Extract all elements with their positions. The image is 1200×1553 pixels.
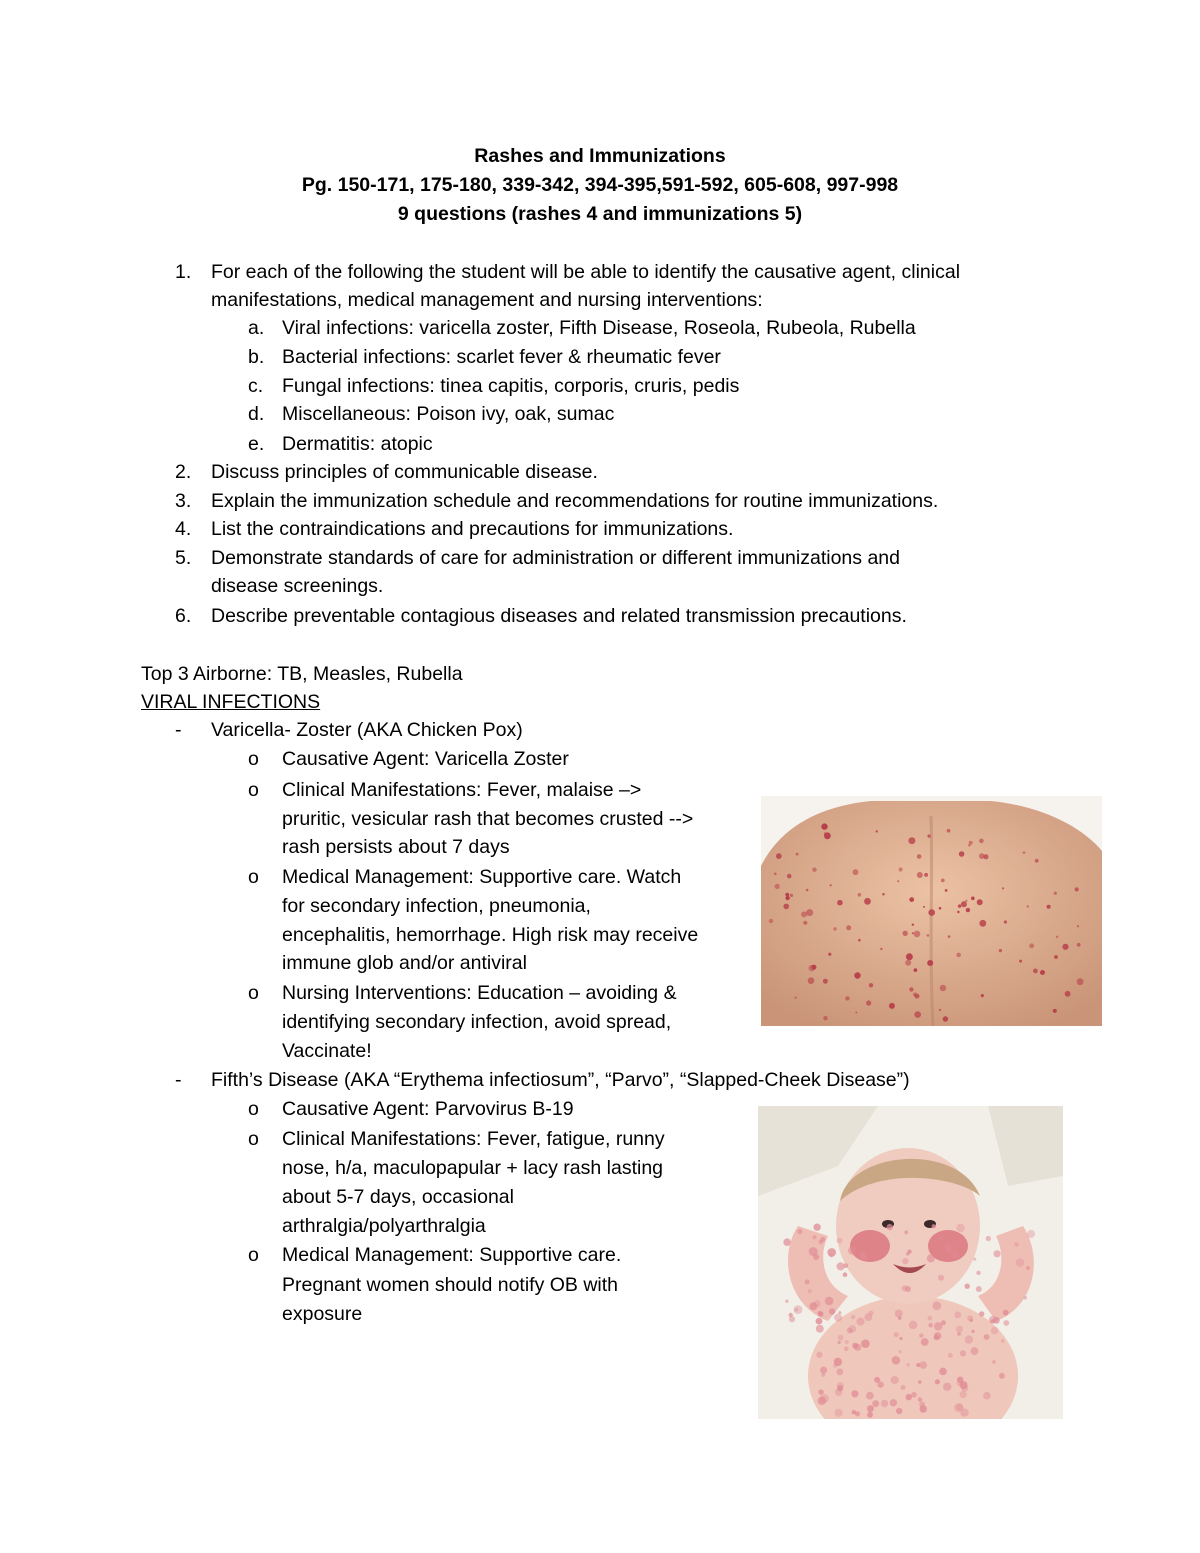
lacy-rash-spot [927,1254,935,1262]
lacy-rash-spot [867,1405,874,1412]
rash-spot [858,939,861,942]
causative-agent: Causative Agent: Parvovirus B-19 [282,1098,574,1120]
rash-spot [965,900,967,902]
objective-number: 1. [175,261,192,283]
rash-spot [897,880,899,882]
rash-spot [1056,936,1058,938]
rash-spot [956,953,961,958]
clinical-manifestations: pruritic, vesicular rash that becomes crusted --> [282,808,694,830]
bullet-marker: o [248,1244,259,1266]
question-count: 9 questions (rashes 4 and immunizations 5) [397,203,803,225]
lacy-rash-spot [976,1271,980,1275]
rash-spot [971,897,975,901]
lacy-rash-spot [867,1412,873,1418]
rash-spot [776,853,782,859]
lacy-rash-spot [899,1337,902,1340]
lacy-rash-spot [837,1238,843,1244]
rash-spot [823,1016,827,1020]
lacy-rash-spot [1027,1230,1035,1238]
rash-spot [882,893,884,895]
lacy-rash-spot [948,1353,953,1358]
rash-spot [917,854,922,859]
lacy-rash-spot [904,1230,908,1234]
rash-spot [795,997,797,999]
sub-objective-text: Bacterial infections: scarlet fever & rheumatic fever [282,346,721,368]
lacy-rash-spot [855,1411,860,1416]
lacy-rash-spot [808,1289,812,1293]
lacy-rash-spot [872,1400,879,1407]
baby-illustration [758,1106,1063,1419]
lacy-rash-spot [866,1392,874,1400]
lacy-rash-spot [918,1397,923,1402]
rash-spot [958,904,961,907]
rash-spot [812,868,816,872]
rash-spot [774,873,777,876]
lacy-rash-spot [820,1367,827,1374]
lacy-rash-spot [1003,1320,1009,1326]
nursing-interventions: Nursing Interventions: Education – avoiding & [282,982,677,1004]
lacy-rash-spot [918,1380,922,1384]
lacy-rash-spot [834,1358,842,1366]
sub-objective-text: Dermatitis: atopic [282,433,433,455]
lacy-rash-spot [943,1383,951,1391]
rash-spot [927,960,933,966]
rash-spot [1019,960,1022,963]
lacy-rash-spot [1016,1258,1025,1267]
rash-spot [1077,925,1079,927]
lacy-rash-spot [983,1392,991,1400]
rash-spot [853,869,859,875]
lacy-rash-spot [956,1404,963,1411]
lacy-rash-spot [1024,1296,1028,1300]
rash-spot [1077,978,1084,985]
medical-management: Pregnant women should notify OB with [282,1274,619,1296]
medical-management: Medical Management: Supportive care. Watch [282,866,682,888]
rash-spot [783,904,789,910]
page-references: Pg. 150-171, 175-180, 339-342, 394-395,591-592, 605-608, 997-998 [301,174,899,196]
lacy-rash-spot [939,1238,942,1241]
rash-spot [968,844,970,846]
lacy-rash-spot [783,1238,791,1246]
lacy-rash-spot [825,1297,834,1306]
lacy-rash-spot [820,1237,825,1242]
lacy-rash-spot [794,1305,803,1314]
lacy-rash-spot [989,1316,997,1324]
rash-spot [912,924,914,926]
rash-spot [914,968,918,972]
lacy-rash-spot [881,1400,888,1407]
lacy-rash-spot [813,1224,820,1231]
lacy-rash-spot [1026,1266,1030,1270]
rash-spot [1004,920,1007,923]
lacy-rash-spot [849,1325,857,1333]
lacy-rash-spot [827,1248,836,1257]
objective-text: Explain the immunization schedule and recommendations for routine immunizations. [211,490,939,512]
rash-spot [943,1016,948,1021]
rash-spot [914,1011,921,1018]
rash-spot [923,906,925,908]
lacy-rash-spot [928,1323,933,1328]
lacy-rash-spot [960,1350,966,1356]
lacy-rash-spot [835,1409,843,1417]
lacy-rash-spot [916,1363,920,1367]
sub-objective-text: Miscellaneous: Poison ivy, oak, sumac [282,403,615,425]
objective-text: For each of the following the student will be able to identify the causative agent, clinical [211,261,961,283]
rash-spot [939,907,942,910]
rash-spot [947,829,951,833]
rash-spot [876,830,878,832]
rash-spot [811,965,816,970]
lacy-rash-spot [869,1311,874,1316]
lacy-rash-spot [994,1250,1001,1257]
lacy-rash-spot [960,1391,967,1398]
section-heading: VIRAL INFECTIONS [141,691,321,713]
rash-spot [906,953,913,960]
lacy-rash-spot [818,1311,824,1317]
lacy-rash-spot [938,1275,944,1281]
rash-spot [959,851,965,857]
lacy-rash-spot [954,1311,961,1318]
lacy-rash-spot [971,1347,979,1355]
objective-number: 4. [175,518,192,540]
sub-objective-letter: b. [248,346,265,368]
lacy-rash-spot [979,1311,984,1316]
lacy-rash-spot [892,1356,901,1365]
rash-spot [1053,1009,1057,1013]
lacy-rash-spot [797,1229,802,1234]
rash-spot [1065,991,1071,997]
rash-spot [1002,887,1004,889]
sub-objective-letter: d. [248,403,265,425]
lacy-rash-spot [874,1377,880,1383]
lacy-rash-spot [851,1315,855,1319]
bullet-marker: o [248,866,259,888]
sub-objective-letter: c. [248,375,264,397]
lacy-rash-spot [941,1320,946,1325]
rash-spot [769,919,773,923]
rash-spot [903,931,908,936]
rash-spot [833,927,837,931]
lacy-rash-spot [838,1335,844,1341]
lacy-rash-spot [909,1321,917,1329]
lacy-rash-spot [973,1258,976,1261]
lacy-rash-spot [834,1314,842,1322]
lacy-rash-spot [992,1360,996,1364]
rash-spot [905,960,911,966]
rash-spot [806,889,809,892]
lacy-rash-spot [984,1334,990,1340]
lacy-rash-spot [860,1252,868,1260]
lacy-rash-spot [829,1308,835,1314]
lacy-rash-spot [894,1332,899,1337]
rash-spot [828,953,831,956]
lacy-rash-spot [907,1363,910,1366]
clinical-manifestations: Clinical Manifestations: Fever, fatigue, runny [282,1128,665,1150]
rash-spot [912,932,914,934]
lacy-rash-spot [856,1318,864,1326]
lacy-rash-spot [1014,1242,1019,1247]
lacy-rash-spot [911,1392,917,1398]
rash-spot [908,837,915,844]
lacy-rash-spot [818,1389,823,1394]
rash-spot [1047,905,1051,909]
lacy-rash-spot [785,1300,788,1303]
airborne-note: Top 3 Airborne: TB, Measles, Rubella [141,663,463,685]
rash-spot [909,987,913,991]
disease-title: Varicella- Zoster (AKA Chicken Pox) [211,719,523,741]
lacy-rash-spot [920,1361,928,1369]
clinical-manifestations: arthralgia/polyarthralgia [282,1215,486,1237]
rash-spot [830,884,832,886]
medical-management: immune glob and/or antiviral [282,952,527,974]
rash-spot [1033,969,1038,974]
rash-spot [790,894,793,897]
lacy-rash-spot [852,1343,858,1349]
lacy-rash-spot [932,1224,936,1228]
lacy-rash-spot [848,1246,856,1254]
medical-management: Medical Management: Supportive care. [282,1244,622,1266]
rash-spot [914,931,921,938]
lacy-rash-spot [921,1338,929,1346]
lacy-rash-spot [838,1311,841,1314]
document-title: Rashes and Immunizations [474,145,726,167]
rash-spot [845,996,849,1000]
rash-spot [889,1003,895,1009]
chickenpox-back-illustration [761,796,1102,1026]
lacy-rash-spot [1001,1339,1005,1343]
sub-objective-text: Fungal infections: tinea capitis, corporis, cruris, pedis [282,375,740,397]
lacy-rash-spot [956,1326,963,1333]
lacy-rash-spot [906,1394,912,1400]
bullet-marker: o [248,779,259,801]
rash-spot [823,979,828,984]
rash-spot [961,901,967,907]
rash-spot [1054,892,1057,895]
rash-spot [928,909,935,916]
lacy-rash-spot [843,1263,848,1268]
clinical-manifestations: rash persists about 7 days [282,836,510,858]
nursing-interventions: Vaccinate! [282,1040,372,1062]
rash-spot [824,832,826,834]
sub-objective-text: Viral infections: varicella zoster, Fifth Disease, Roseola, Rubeola, Rubella [282,317,916,339]
lacy-rash-spot [935,1379,940,1384]
lacy-rash-spot [920,1405,927,1412]
rash-spot [977,899,983,905]
clinical-manifestations: Clinical Manifestations: Fever, malaise –> [282,779,642,801]
objective-text: manifestations, medical management and nursing interventions: [211,289,763,311]
rash-spot [775,884,780,889]
lacy-rash-spot [896,1408,902,1414]
medical-management: for secondary infection, pneumonia, [282,895,591,917]
objective-number: 5. [175,547,192,569]
objective-number: 2. [175,461,192,483]
rash-spot [1029,943,1034,948]
objective-number: 3. [175,490,192,512]
rash-spot [999,949,1002,952]
lacy-rash-spot [947,1249,951,1253]
lacy-rash-spot [843,1272,848,1277]
lacy-rash-spot [836,1368,843,1375]
lacy-rash-spot [821,1373,825,1377]
medical-management: encephalitis, hemorrhage. High risk may receive [282,924,699,946]
objective-text: List the contraindications and precautions for immunizations. [211,518,734,540]
rash-spot [787,874,792,879]
lacy-rash-spot [837,1341,840,1344]
rash-spot [785,893,789,897]
objective-text: Describe preventable contagious diseases and related transmission precautions. [211,605,907,627]
rash-spot [913,992,917,996]
lacy-rash-spot [971,1330,974,1333]
rash-spot [837,900,843,906]
rash-spot [957,911,959,913]
lacy-rash-spot [970,1319,973,1322]
rash-spot [866,1000,871,1005]
chickenpox-rash-photo [761,796,1102,1026]
rash-spot [979,839,984,844]
causative-agent: Causative Agent: Varicella Zoster [282,748,569,770]
lacy-rash-spot [965,1284,970,1289]
rash-spot [846,925,851,930]
objective-text: disease screenings. [211,575,384,597]
dash-marker: - [175,719,182,741]
lacy-rash-spot [932,1301,941,1310]
rash-spot [927,934,930,937]
lacy-rash-spot [813,1235,817,1239]
rash-spot [927,834,930,837]
lacy-rash-spot [976,1286,982,1292]
lacy-rash-spot [991,1327,999,1335]
lacy-rash-spot [891,1376,899,1384]
rash-spot [801,911,807,917]
rash-spot [869,983,873,987]
objective-text: Discuss principles of communicable disease. [211,461,598,483]
rash-spot [855,1012,857,1014]
lacy-rash-spot [934,1332,942,1340]
rash-spot [806,909,813,916]
lacy-rash-spot [957,1377,963,1383]
lacy-rash-spot [861,1339,870,1348]
lacy-rash-spot [928,1316,933,1321]
rash-spot [1040,970,1045,975]
lacy-rash-spot [999,1373,1005,1379]
rash-spot [939,1009,941,1011]
lacy-rash-spot [902,1258,908,1264]
rash-spot [854,972,860,978]
lacy-rash-spot [805,1280,810,1285]
bullet-marker: o [248,748,259,770]
lacy-rash-spot [899,1350,902,1353]
lacy-rash-spot [835,1388,843,1396]
rash-spot [979,920,986,927]
objective-number: 6. [175,605,192,627]
rash-spot [941,879,945,883]
rash-spot [796,853,799,856]
rash-spot [864,898,871,905]
lacy-rash-spot [901,1385,906,1390]
rash-spot [808,977,815,984]
lacy-rash-spot [818,1397,826,1405]
rash-spot [858,893,862,897]
rash-spot [917,872,923,878]
lacy-rash-spot [890,1399,897,1406]
objective-text: Demonstrate standards of care for administration or different immunizations and [211,547,900,569]
rash-spot [803,921,807,925]
dash-marker: - [175,1069,182,1091]
lacy-rash-spot [809,1247,818,1256]
disease-title: Fifth’s Disease (AKA “Erythema infectiosum”, “Parvo”, “Slapped-Cheek Disease”) [211,1069,910,1091]
rash-spot [979,853,985,859]
fifth-disease-photo [758,1106,1063,1419]
rash-spot [945,889,948,892]
lacy-rash-spot [895,1309,903,1317]
rash-spot [1075,887,1079,891]
lacy-rash-spot [887,1224,893,1230]
rash-spot [948,935,951,938]
lacy-rash-spot [844,1347,849,1352]
rash-spot [1054,955,1058,959]
rash-spot [981,994,984,997]
rash-spot [1035,859,1039,863]
rash-spot [899,868,903,872]
lacy-rash-spot [939,1368,947,1376]
rash-spot [940,985,946,991]
rash-spot [821,823,827,829]
lacy-rash-spot [851,1390,858,1397]
lacy-rash-spot [986,1236,991,1241]
lacy-rash-spot [816,1318,823,1325]
rash-spot [909,897,914,902]
sub-objective-letter: e. [248,433,265,455]
rash-spot [966,908,970,912]
lacy-rash-spot [1003,1310,1009,1316]
lacy-rash-spot [905,1286,911,1292]
rash-spot [1062,944,1068,950]
lacy-rash-spot [919,1333,923,1337]
lacy-rash-spot [837,1262,845,1270]
lacy-rash-spot [814,1300,821,1307]
lacy-rash-spot [951,1250,959,1258]
rash-spot [1077,943,1081,947]
bullet-marker: o [248,1098,259,1120]
medical-management: exposure [282,1303,363,1325]
lacy-rash-spot [965,1335,973,1343]
lacy-rash-spot [845,1340,849,1344]
rash-spot [924,873,928,877]
clinical-manifestations: nose, h/a, maculopapular + lacy rash lasting [282,1157,664,1179]
lacy-rash-spot [816,1325,824,1333]
lacy-rash-spot [956,1224,964,1232]
nursing-interventions: identifying secondary infection, avoid spread, [282,1011,672,1033]
bullet-marker: o [248,1128,259,1150]
rash-spot [1027,905,1029,907]
rash-spot [1023,851,1026,854]
rash-spot [880,948,882,950]
bullet-marker: o [248,982,259,1004]
lacy-rash-spot [816,1352,822,1358]
lacy-rash-spot [906,1252,909,1255]
sub-objective-letter: a. [248,317,265,339]
clinical-manifestations: about 5-7 days, occasional [282,1186,514,1208]
lacy-rash-spot [789,1316,795,1322]
